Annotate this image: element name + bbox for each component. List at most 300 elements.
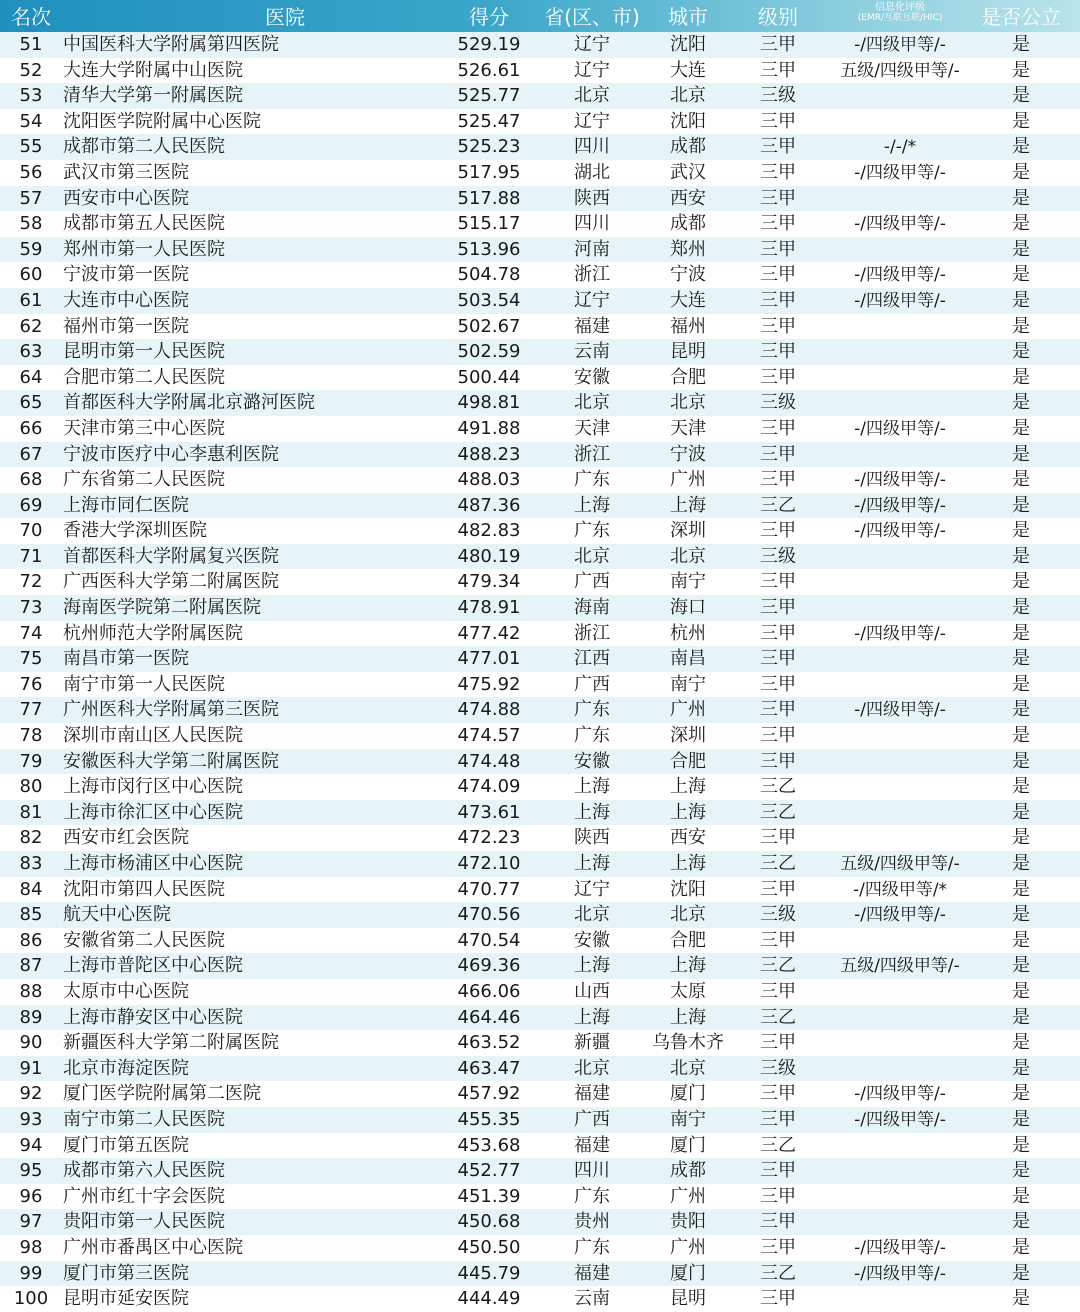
cell-hospital: 南昌市第一医院: [63, 648, 189, 670]
cell-province: 广西: [574, 1108, 610, 1130]
table-row: [0, 749, 1080, 775]
cell-score: 444.49: [457, 1288, 521, 1310]
cell-hospital: 昆明市第一人民医院: [63, 341, 225, 363]
cell-rank: 79: [19, 750, 43, 772]
cell-info-rating: -/四级甲等/-: [854, 1109, 946, 1130]
cell-score: 474.57: [457, 725, 521, 747]
cell-level: 三甲: [760, 238, 796, 260]
cell-score: 451.39: [457, 1185, 521, 1207]
cell-province: 云南: [574, 1288, 610, 1310]
cell-rank: 99: [19, 1262, 43, 1284]
cell-rank: 63: [19, 341, 43, 363]
header-public: 是否公立: [981, 5, 1061, 29]
cell-public: 是: [1012, 238, 1030, 260]
cell-public: 是: [1012, 392, 1030, 414]
cell-province: 北京: [574, 392, 610, 414]
cell-hospital: 沈阳医学院附属中心医院: [63, 110, 261, 132]
cell-province: 河南: [574, 238, 610, 260]
cell-level: 三甲: [760, 980, 796, 1002]
cell-province: 上海: [574, 955, 610, 977]
cell-province: 福建: [574, 1134, 610, 1156]
cell-province: 北京: [574, 1057, 610, 1079]
cell-score: 474.09: [457, 776, 521, 798]
cell-public: 是: [1012, 955, 1030, 977]
cell-rank: 80: [19, 776, 43, 798]
header-level: 级别: [758, 5, 798, 29]
cell-city: 宁波: [670, 443, 706, 465]
table-row: [0, 1107, 1080, 1133]
cell-rank: 93: [19, 1108, 43, 1130]
cell-score: 445.79: [457, 1262, 521, 1284]
cell-info-rating: [812, 646, 988, 672]
cell-level: 三甲: [760, 827, 796, 849]
cell-score: 478.91: [457, 597, 521, 619]
cell-city: 厦门: [670, 1083, 706, 1105]
cell-info-rating: -/四级甲等/-: [854, 418, 946, 439]
cell-hospital: 上海市闵行区中心医院: [63, 776, 243, 798]
cell-city: 福州: [670, 315, 706, 337]
cell-city: 武汉: [670, 161, 706, 183]
cell-city: 上海: [670, 853, 706, 874]
cell-rank: 88: [19, 980, 43, 1002]
cell-score: 474.88: [457, 699, 521, 721]
cell-province: 天津: [574, 417, 610, 439]
cell-rank: 77: [19, 699, 43, 721]
cell-info-rating: [812, 109, 988, 135]
cell-info-rating: [812, 979, 988, 1005]
cell-hospital: 沈阳市第四人民医院: [63, 878, 225, 900]
cell-hospital: 厦门市第三医院: [63, 1262, 189, 1284]
cell-public: 是: [1012, 366, 1030, 388]
cell-rank: 87: [19, 955, 43, 977]
cell-city: 大连: [670, 289, 706, 311]
cell-score: 455.35: [457, 1108, 521, 1130]
cell-hospital: 广州医科大学附属第三医院: [63, 699, 279, 721]
cell-rank: 92: [19, 1083, 43, 1105]
cell-score: 477.01: [457, 648, 521, 670]
cell-level: 三甲: [760, 289, 796, 311]
cell-rank: 53: [19, 85, 43, 107]
cell-info-rating: [812, 672, 988, 698]
table-row: [0, 493, 1080, 519]
cell-city: 合肥: [670, 366, 706, 388]
table-row: [0, 953, 1080, 979]
cell-hospital: 广西医科大学第二附属医院: [63, 571, 279, 593]
cell-level: 三甲: [760, 571, 796, 593]
cell-province: 安徽: [574, 366, 610, 388]
cell-info-rating: [812, 390, 988, 416]
cell-hospital: 上海市同仁医院: [63, 494, 189, 516]
cell-score: 526.61: [457, 59, 521, 81]
cell-rank: 69: [19, 494, 43, 516]
cell-level: 三甲: [760, 1083, 796, 1105]
table-row: [0, 1209, 1080, 1235]
cell-info-rating: [812, 1030, 988, 1056]
cell-info-rating: [812, 1005, 988, 1031]
header-info-line1: 信息化评级: [875, 2, 925, 13]
table-row: [0, 83, 1080, 109]
cell-level: 三甲: [760, 213, 796, 235]
header-score: 得分: [469, 5, 509, 29]
cell-public: 是: [1012, 1185, 1030, 1207]
cell-public: 是: [1012, 1211, 1030, 1233]
cell-score: 487.36: [457, 494, 521, 516]
cell-province: 辽宁: [574, 34, 610, 55]
table-row: [0, 544, 1080, 570]
cell-info-rating: [812, 1158, 988, 1184]
cell-public: 是: [1012, 622, 1030, 644]
cell-public: 是: [1012, 1032, 1030, 1054]
cell-score: 473.61: [457, 801, 521, 823]
cell-city: 沈阳: [670, 34, 706, 55]
cell-public: 是: [1012, 1236, 1030, 1258]
table-row: [0, 1030, 1080, 1056]
cell-province: 北京: [574, 904, 610, 926]
cell-city: 宁波: [670, 264, 706, 286]
cell-city: 广州: [670, 699, 706, 721]
cell-info-rating: [812, 569, 988, 595]
cell-hospital: 贵阳市第一人民医院: [63, 1211, 225, 1233]
cell-city: 沈阳: [670, 110, 706, 132]
cell-rank: 55: [19, 136, 43, 158]
cell-city: 深圳: [670, 725, 706, 747]
cell-info-rating: -/四级甲等/-: [854, 35, 946, 55]
cell-province: 广东: [574, 1236, 610, 1258]
cell-public: 是: [1012, 494, 1030, 516]
cell-score: 452.77: [457, 1160, 521, 1182]
cell-public: 是: [1012, 161, 1030, 183]
cell-province: 广东: [574, 699, 610, 721]
cell-rank: 60: [19, 264, 43, 286]
cell-level: 三甲: [760, 59, 796, 81]
cell-rank: 72: [19, 571, 43, 593]
cell-hospital: 大连市中心医院: [63, 289, 189, 311]
cell-public: 是: [1012, 520, 1030, 542]
cell-info-rating: [812, 314, 988, 340]
table-row: [0, 851, 1080, 877]
cell-city: 南昌: [670, 648, 706, 670]
cell-province: 北京: [574, 85, 610, 107]
cell-info-rating: -/四级甲等/-: [854, 1237, 946, 1258]
cell-province: 山西: [574, 980, 610, 1002]
cell-score: 479.34: [457, 571, 521, 593]
header-province: 省(区、市): [544, 5, 640, 29]
cell-province: 新疆: [574, 1032, 610, 1054]
cell-province: 北京: [574, 545, 610, 567]
table-row: [0, 1286, 1080, 1312]
cell-public: 是: [1012, 1134, 1030, 1156]
cell-hospital: 安徽省第二人民医院: [63, 929, 225, 951]
cell-public: 是: [1012, 289, 1030, 311]
table-row: [0, 390, 1080, 416]
cell-score: 515.17: [457, 213, 521, 235]
cell-level: 三甲: [760, 622, 796, 644]
cell-province: 陕西: [574, 187, 610, 209]
cell-hospital: 上海市徐汇区中心医院: [63, 801, 243, 823]
cell-city: 北京: [670, 85, 706, 107]
cell-score: 477.42: [457, 622, 521, 644]
table-row: [0, 58, 1080, 84]
cell-public: 是: [1012, 1006, 1030, 1028]
cell-city: 海口: [670, 597, 706, 619]
table-row: [0, 595, 1080, 621]
cell-public: 是: [1012, 673, 1030, 695]
table-row: [0, 1235, 1080, 1261]
cell-level: 三甲: [760, 725, 796, 747]
cell-rank: 95: [19, 1160, 43, 1182]
cell-rank: 75: [19, 648, 43, 670]
cell-rank: 90: [19, 1032, 43, 1054]
cell-level: 三甲: [760, 699, 796, 721]
cell-rank: 66: [19, 417, 43, 439]
cell-score: 502.59: [457, 341, 521, 363]
table-row: [0, 800, 1080, 826]
cell-rank: 73: [19, 597, 43, 619]
cell-hospital: 成都市第六人民医院: [63, 1160, 225, 1182]
cell-province: 广西: [574, 673, 610, 695]
table-row: [0, 288, 1080, 314]
table-row: [0, 979, 1080, 1005]
table-row: [0, 621, 1080, 647]
cell-province: 广东: [574, 725, 610, 747]
cell-city: 南宁: [670, 571, 706, 593]
table-row: [0, 237, 1080, 263]
cell-hospital: 西安市中心医院: [63, 187, 189, 209]
table-row: [0, 32, 1080, 58]
cell-hospital: 成都市第二人民医院: [63, 136, 225, 158]
cell-info-rating: [812, 1056, 988, 1082]
cell-score: 466.06: [457, 980, 521, 1002]
cell-info-rating: [812, 800, 988, 826]
cell-public: 是: [1012, 750, 1030, 772]
table-header: [0, 0, 1080, 32]
cell-hospital: 太原市中心医院: [63, 980, 189, 1002]
cell-hospital: 武汉市第三医院: [63, 161, 189, 183]
cell-city: 大连: [670, 59, 706, 81]
cell-province: 浙江: [574, 622, 610, 644]
cell-level: 三甲: [760, 673, 796, 695]
cell-info-rating: -/四级甲等/-: [854, 905, 946, 926]
table-row: [0, 723, 1080, 749]
cell-city: 上海: [670, 494, 706, 516]
cell-level: 三甲: [760, 1236, 796, 1258]
cell-score: 464.46: [457, 1006, 521, 1028]
cell-score: 450.50: [457, 1236, 521, 1258]
cell-level: 三甲: [760, 341, 796, 363]
cell-level: 三甲: [760, 1108, 796, 1130]
cell-info-rating: -/四级甲等/-: [854, 290, 946, 311]
table-row: [0, 518, 1080, 544]
cell-level: 三级: [760, 85, 796, 107]
cell-hospital: 海南医学院第二附属医院: [63, 597, 261, 619]
table-row: [0, 672, 1080, 698]
cell-province: 辽宁: [574, 110, 610, 132]
cell-info-rating: [812, 1209, 988, 1235]
table-row: [0, 442, 1080, 468]
cell-info-rating: [812, 544, 988, 570]
cell-public: 是: [1012, 264, 1030, 286]
cell-level: 三乙: [760, 494, 796, 516]
cell-city: 郑州: [670, 238, 706, 260]
cell-info-rating: [812, 365, 988, 391]
cell-city: 厦门: [670, 1134, 706, 1156]
cell-rank: 64: [19, 366, 43, 388]
cell-city: 北京: [670, 545, 706, 567]
cell-score: 480.19: [457, 545, 521, 567]
cell-rank: 98: [19, 1236, 43, 1258]
cell-info-rating: -/四级甲等/-: [854, 700, 946, 721]
cell-city: 南宁: [670, 673, 706, 695]
cell-level: 三甲: [760, 417, 796, 439]
cell-level: 三甲: [760, 161, 796, 183]
cell-level: 三乙: [760, 853, 796, 874]
cell-rank: 65: [19, 392, 43, 414]
cell-rank: 91: [19, 1057, 43, 1079]
cell-info-rating: 五级/四级甲等/-: [840, 60, 960, 81]
cell-province: 福建: [574, 1083, 610, 1105]
cell-public: 是: [1012, 1160, 1030, 1182]
cell-info-rating: [812, 186, 988, 212]
cell-province: 辽宁: [574, 59, 610, 81]
cell-hospital: 福州市第一医院: [63, 315, 189, 337]
table-row: [0, 1261, 1080, 1287]
table-row: [0, 1133, 1080, 1159]
cell-city: 昆明: [670, 341, 706, 363]
cell-rank: 94: [19, 1134, 43, 1156]
cell-public: 是: [1012, 597, 1030, 619]
table-row: [0, 134, 1080, 160]
cell-rank: 85: [19, 904, 43, 926]
cell-province: 湖北: [574, 161, 610, 183]
cell-level: 三甲: [760, 1032, 796, 1054]
table-row: [0, 339, 1080, 365]
cell-public: 是: [1012, 801, 1030, 823]
cell-province: 陕西: [574, 827, 610, 849]
cell-city: 西安: [670, 187, 706, 209]
cell-score: 517.88: [457, 187, 521, 209]
table-row: [0, 877, 1080, 903]
table-row: [0, 109, 1080, 135]
cell-info-rating: [812, 442, 988, 468]
cell-score: 450.68: [457, 1211, 521, 1233]
cell-score: 491.88: [457, 417, 521, 439]
cell-score: 517.95: [457, 161, 521, 183]
cell-public: 是: [1012, 904, 1030, 926]
cell-province: 云南: [574, 341, 610, 363]
cell-public: 是: [1012, 417, 1030, 439]
cell-rank: 82: [19, 827, 43, 849]
cell-level: 三甲: [760, 929, 796, 951]
table-row: [0, 211, 1080, 237]
cell-level: 三甲: [760, 187, 796, 209]
cell-hospital: 南宁市第一人民医院: [63, 673, 225, 695]
cell-public: 是: [1012, 725, 1030, 747]
table-row: [0, 928, 1080, 954]
cell-public: 是: [1012, 853, 1030, 874]
cell-province: 四川: [574, 136, 610, 158]
cell-rank: 67: [19, 443, 43, 465]
cell-rank: 51: [19, 34, 43, 55]
cell-score: 453.68: [457, 1134, 521, 1156]
cell-info-rating: -/四级甲等/-: [854, 521, 946, 542]
cell-city: 合肥: [670, 750, 706, 772]
cell-public: 是: [1012, 929, 1030, 951]
cell-level: 三乙: [760, 776, 796, 798]
cell-level: 三乙: [760, 1006, 796, 1028]
cell-rank: 56: [19, 161, 43, 183]
cell-hospital: 安徽医科大学第二附属医院: [63, 750, 279, 772]
cell-city: 南宁: [670, 1108, 706, 1130]
cell-rank: 70: [19, 520, 43, 542]
cell-rank: 57: [19, 187, 43, 209]
cell-score: 472.10: [457, 853, 521, 874]
cell-info-rating: 五级/四级甲等/-: [840, 956, 960, 977]
cell-public: 是: [1012, 1057, 1030, 1079]
cell-score: 504.78: [457, 264, 521, 286]
cell-city: 合肥: [670, 929, 706, 951]
cell-public: 是: [1012, 213, 1030, 235]
cell-city: 成都: [670, 136, 706, 158]
table-row: [0, 365, 1080, 391]
cell-public: 是: [1012, 187, 1030, 209]
table-row: [0, 569, 1080, 595]
cell-province: 上海: [574, 853, 610, 874]
cell-public: 是: [1012, 136, 1030, 158]
cell-rank: 84: [19, 878, 43, 900]
cell-level: 三甲: [760, 1288, 796, 1310]
cell-score: 463.47: [457, 1057, 521, 1079]
cell-public: 是: [1012, 315, 1030, 337]
cell-hospital: 天津市第三中心医院: [63, 417, 225, 439]
table-row: [0, 186, 1080, 212]
cell-info-rating: [812, 723, 988, 749]
cell-province: 海南: [574, 597, 610, 619]
cell-hospital: 成都市第五人民医院: [63, 213, 225, 235]
cell-hospital: 深圳市南山区人民医院: [63, 725, 243, 747]
cell-city: 广州: [670, 469, 706, 491]
cell-level: 三甲: [760, 136, 796, 158]
cell-hospital: 上海市静安区中心医院: [63, 1006, 243, 1028]
cell-level: 三甲: [760, 469, 796, 491]
cell-rank: 62: [19, 315, 43, 337]
cell-score: 472.23: [457, 827, 521, 849]
cell-city: 贵阳: [670, 1211, 706, 1233]
table-row: [0, 262, 1080, 288]
cell-province: 福建: [574, 315, 610, 337]
cell-level: 三乙: [760, 955, 796, 977]
cell-city: 太原: [670, 980, 706, 1002]
table-row: [0, 1056, 1080, 1082]
cell-public: 是: [1012, 59, 1030, 81]
cell-score: 474.48: [457, 750, 521, 772]
table-row: [0, 467, 1080, 493]
cell-info-rating: [812, 749, 988, 775]
cell-province: 辽宁: [574, 289, 610, 311]
cell-score: 503.54: [457, 289, 521, 311]
cell-city: 杭州: [670, 622, 706, 644]
table-row: [0, 774, 1080, 800]
cell-score: 457.92: [457, 1083, 521, 1105]
cell-city: 上海: [670, 801, 706, 823]
cell-public: 是: [1012, 1262, 1030, 1284]
cell-level: 三甲: [760, 34, 796, 55]
cell-public: 是: [1012, 648, 1030, 670]
cell-rank: 59: [19, 238, 43, 260]
cell-hospital: 大连大学附属中山医院: [63, 59, 243, 81]
cell-hospital: 宁波市第一医院: [63, 264, 189, 286]
table-row: [0, 697, 1080, 723]
cell-city: 厦门: [670, 1262, 706, 1284]
